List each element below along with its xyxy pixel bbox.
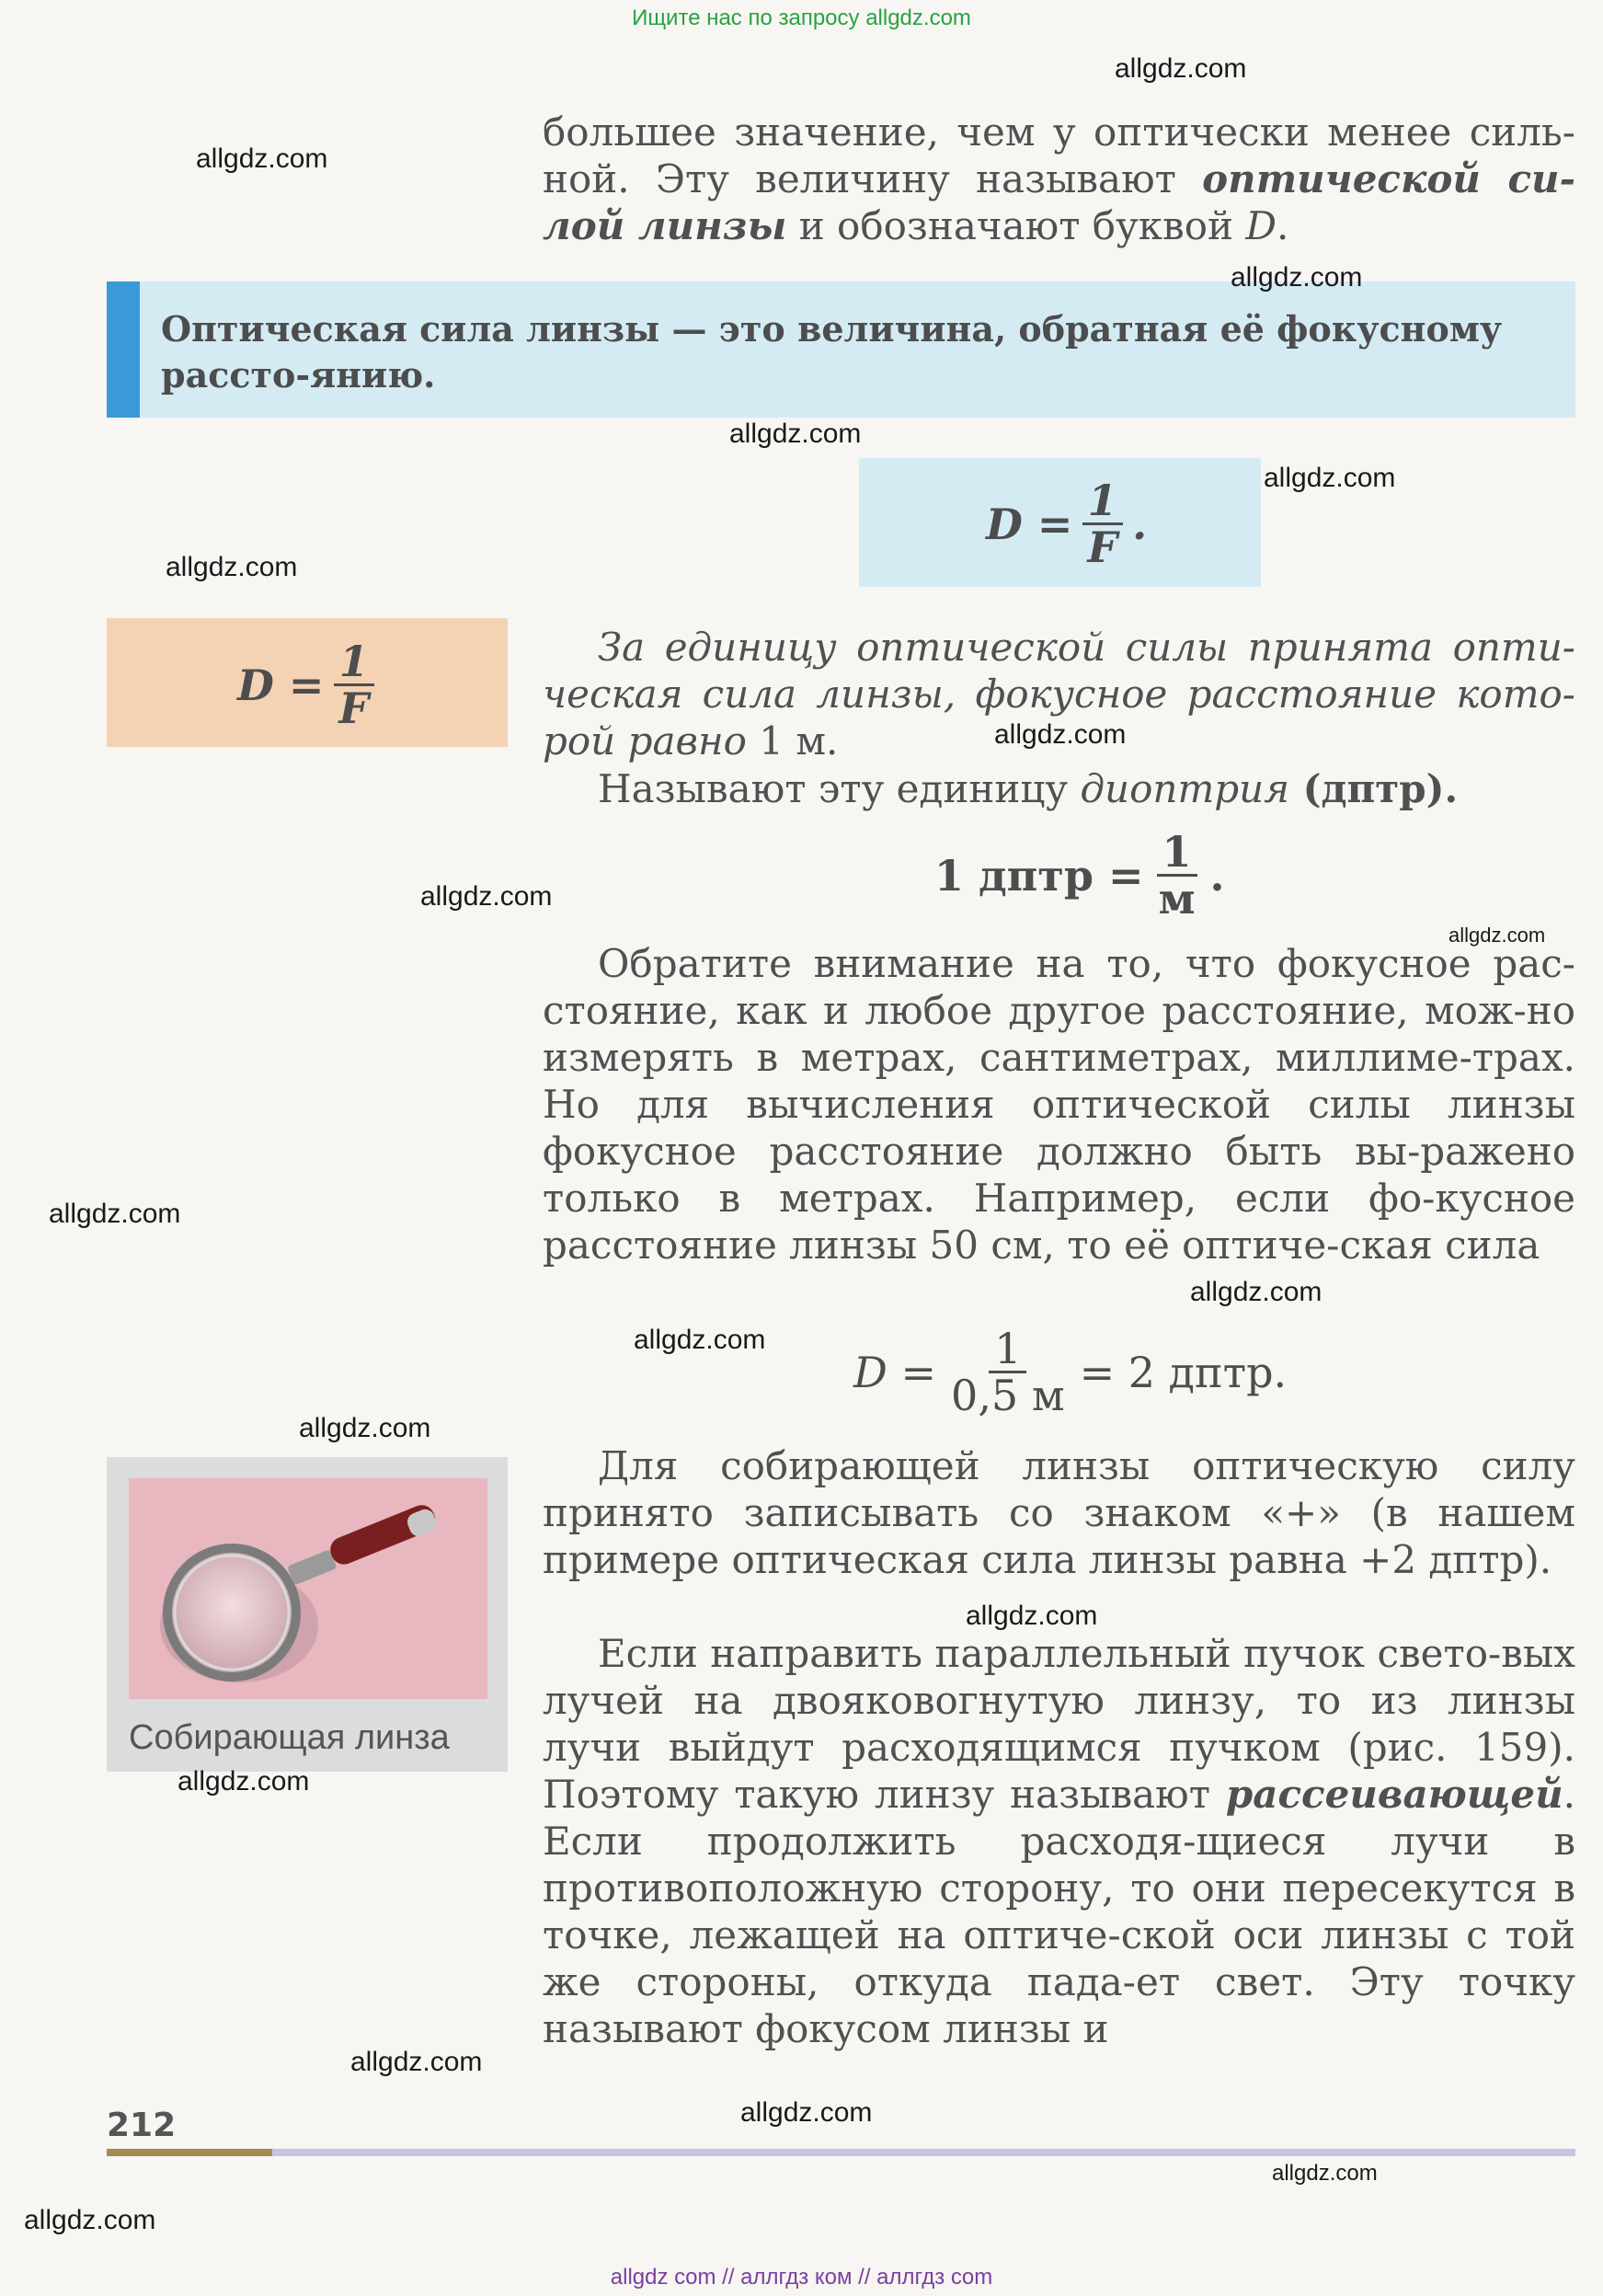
term-optical-power: оптической си-лой линзы [543,156,1576,248]
watermark[interactable]: allgdz.com [1231,262,1363,293]
example-formula-fraction [945,1324,1071,1421]
unit-formula-fraction [1153,827,1201,924]
watermark[interactable]: allgdz.com [740,2097,873,2128]
term-diverging: рассеивающей [1225,1772,1563,1817]
side-formula-numerator: 1 [334,639,374,686]
side-formula-fraction [333,637,374,734]
unit-formula-denominator: м [1158,874,1196,924]
paragraph-2-value: 1 м. [746,718,839,763]
watermark[interactable]: allgdz.com [24,2205,156,2235]
footer-line-accent [107,2149,272,2156]
watermark[interactable]: allgdz.com [994,719,1127,750]
watermark[interactable]: allgdz.com [196,144,328,174]
magnifier-photo [129,1478,487,1699]
definition-text: Оптическая сила линзы — это величина, обратная её фокусному рассто-янию. [161,308,1503,396]
example-formula [853,1324,1288,1421]
paragraph-1-text: большее значение, чем у оптически менее силь-ной. Эту величину называют [543,109,1575,201]
paragraph-3-text: Называют эту единицу [598,766,1081,811]
unit-formula-lhs: 1 дптр = [934,850,1144,901]
watermark[interactable]: allgdz.com [1264,463,1396,493]
unit-formula-numerator: 1 [1157,830,1197,877]
watermark[interactable]: allgdz.com [49,1199,181,1229]
watermark[interactable]: allgdz.com [166,552,298,582]
watermark[interactable]: allgdz.com [729,419,862,449]
paragraph-3 [543,765,1575,812]
main-formula-lhs: D = [986,499,1073,549]
paragraph-3-unit: (дптр). [1289,766,1459,811]
paragraph-5: Для собирающей линзы оптическую силу принято записывать со знаком «+» (в нашем примере оптическая сила линзы равна +2 дптр). [543,1443,1575,1582]
paragraph-4: Обратите внимание на то, что фокусное рас-стояние, как и любое другое расстояние, мож-но измерять в метрах, сантиметрах, миллиме-трах. Но для вычисления оптической силы линзы фокусное расстояние должно быть вы-ражено только в метрах. Например, если фо-кусное расстояние линзы 50 см, то её оптиче-ская сила [543,941,1575,1268]
photo-caption: Собирающая линза [129,1718,450,1757]
watermark[interactable]: allgdz.com [350,2047,483,2077]
watermark[interactable]: allgdz.com [299,1413,431,1443]
unit-formula-end: . [1209,850,1225,901]
example-formula-denominator: 0,5 м [951,1371,1065,1421]
unit-formula [934,827,1225,924]
main-formula [986,476,1148,573]
paragraph-2-italic: За единицу оптической силы принята опти-ческая сила линзы, фокусное расстояние кото-рой равно [543,625,1575,763]
symbol-d: D [1245,203,1277,248]
side-formula [237,637,374,734]
watermark[interactable]: allgdz.com [177,1766,310,1797]
watermark[interactable]: allgdz.com [1272,2161,1378,2186]
watermark[interactable]: allgdz.com [634,1325,766,1355]
paragraph-1-end: . [1277,203,1289,248]
paragraph-6-text-b: . Если продолжить расходя-щиеся лучи в противоположную сторону, то они пересекутся в точке, лежащей на оптиче-ской оси линзы с той же стороны, откуда пада-ет свет. Эту точку называют фокусом линзы и [543,1772,1575,2051]
example-formula-rhs: = 2 дптр. [1079,1347,1288,1397]
example-formula-numerator: 1 [989,1326,1026,1373]
page-number: 212 [107,2107,177,2144]
watermark[interactable]: allgdz.com [966,1601,1098,1631]
paragraph-6 [543,1630,1575,2052]
side-formula-lhs: D = [237,660,325,710]
paragraph-6-text: Если направить параллельный пучок свето-вых лучей на двояковогнутую линзу, то из линзы лучи выйдут расходящимся пучком (рис. 159). Поэтому такую линзу называют [543,1631,1575,1817]
watermark[interactable]: allgdz.com [1190,1277,1322,1307]
main-formula-denominator: F [1087,522,1118,573]
magnifying-glass-icon [129,1478,487,1699]
footer-line [272,2149,1575,2156]
definition-accent-bar [107,281,140,418]
main-formula-fraction [1082,476,1123,573]
side-formula-denominator: F [338,683,370,734]
watermark[interactable]: allgdz.com [1115,53,1247,84]
main-formula-numerator: 1 [1082,478,1123,525]
example-formula-lhs: D = [853,1347,937,1397]
watermark[interactable]: allgdz.com [420,881,553,912]
top-banner[interactable]: Ищите нас по запросу allgdz.com [632,6,971,30]
main-formula-end: . [1132,499,1148,549]
term-diopter: диоптрия [1080,766,1290,811]
paragraph-1 [543,109,1575,249]
bottom-banner[interactable]: allgdz com // аллгдз ком // аллгдз com [610,2265,993,2290]
paragraph-1-text-b: и обозначают буквой [786,203,1246,248]
watermark[interactable]: allgdz.com [1448,924,1546,947]
